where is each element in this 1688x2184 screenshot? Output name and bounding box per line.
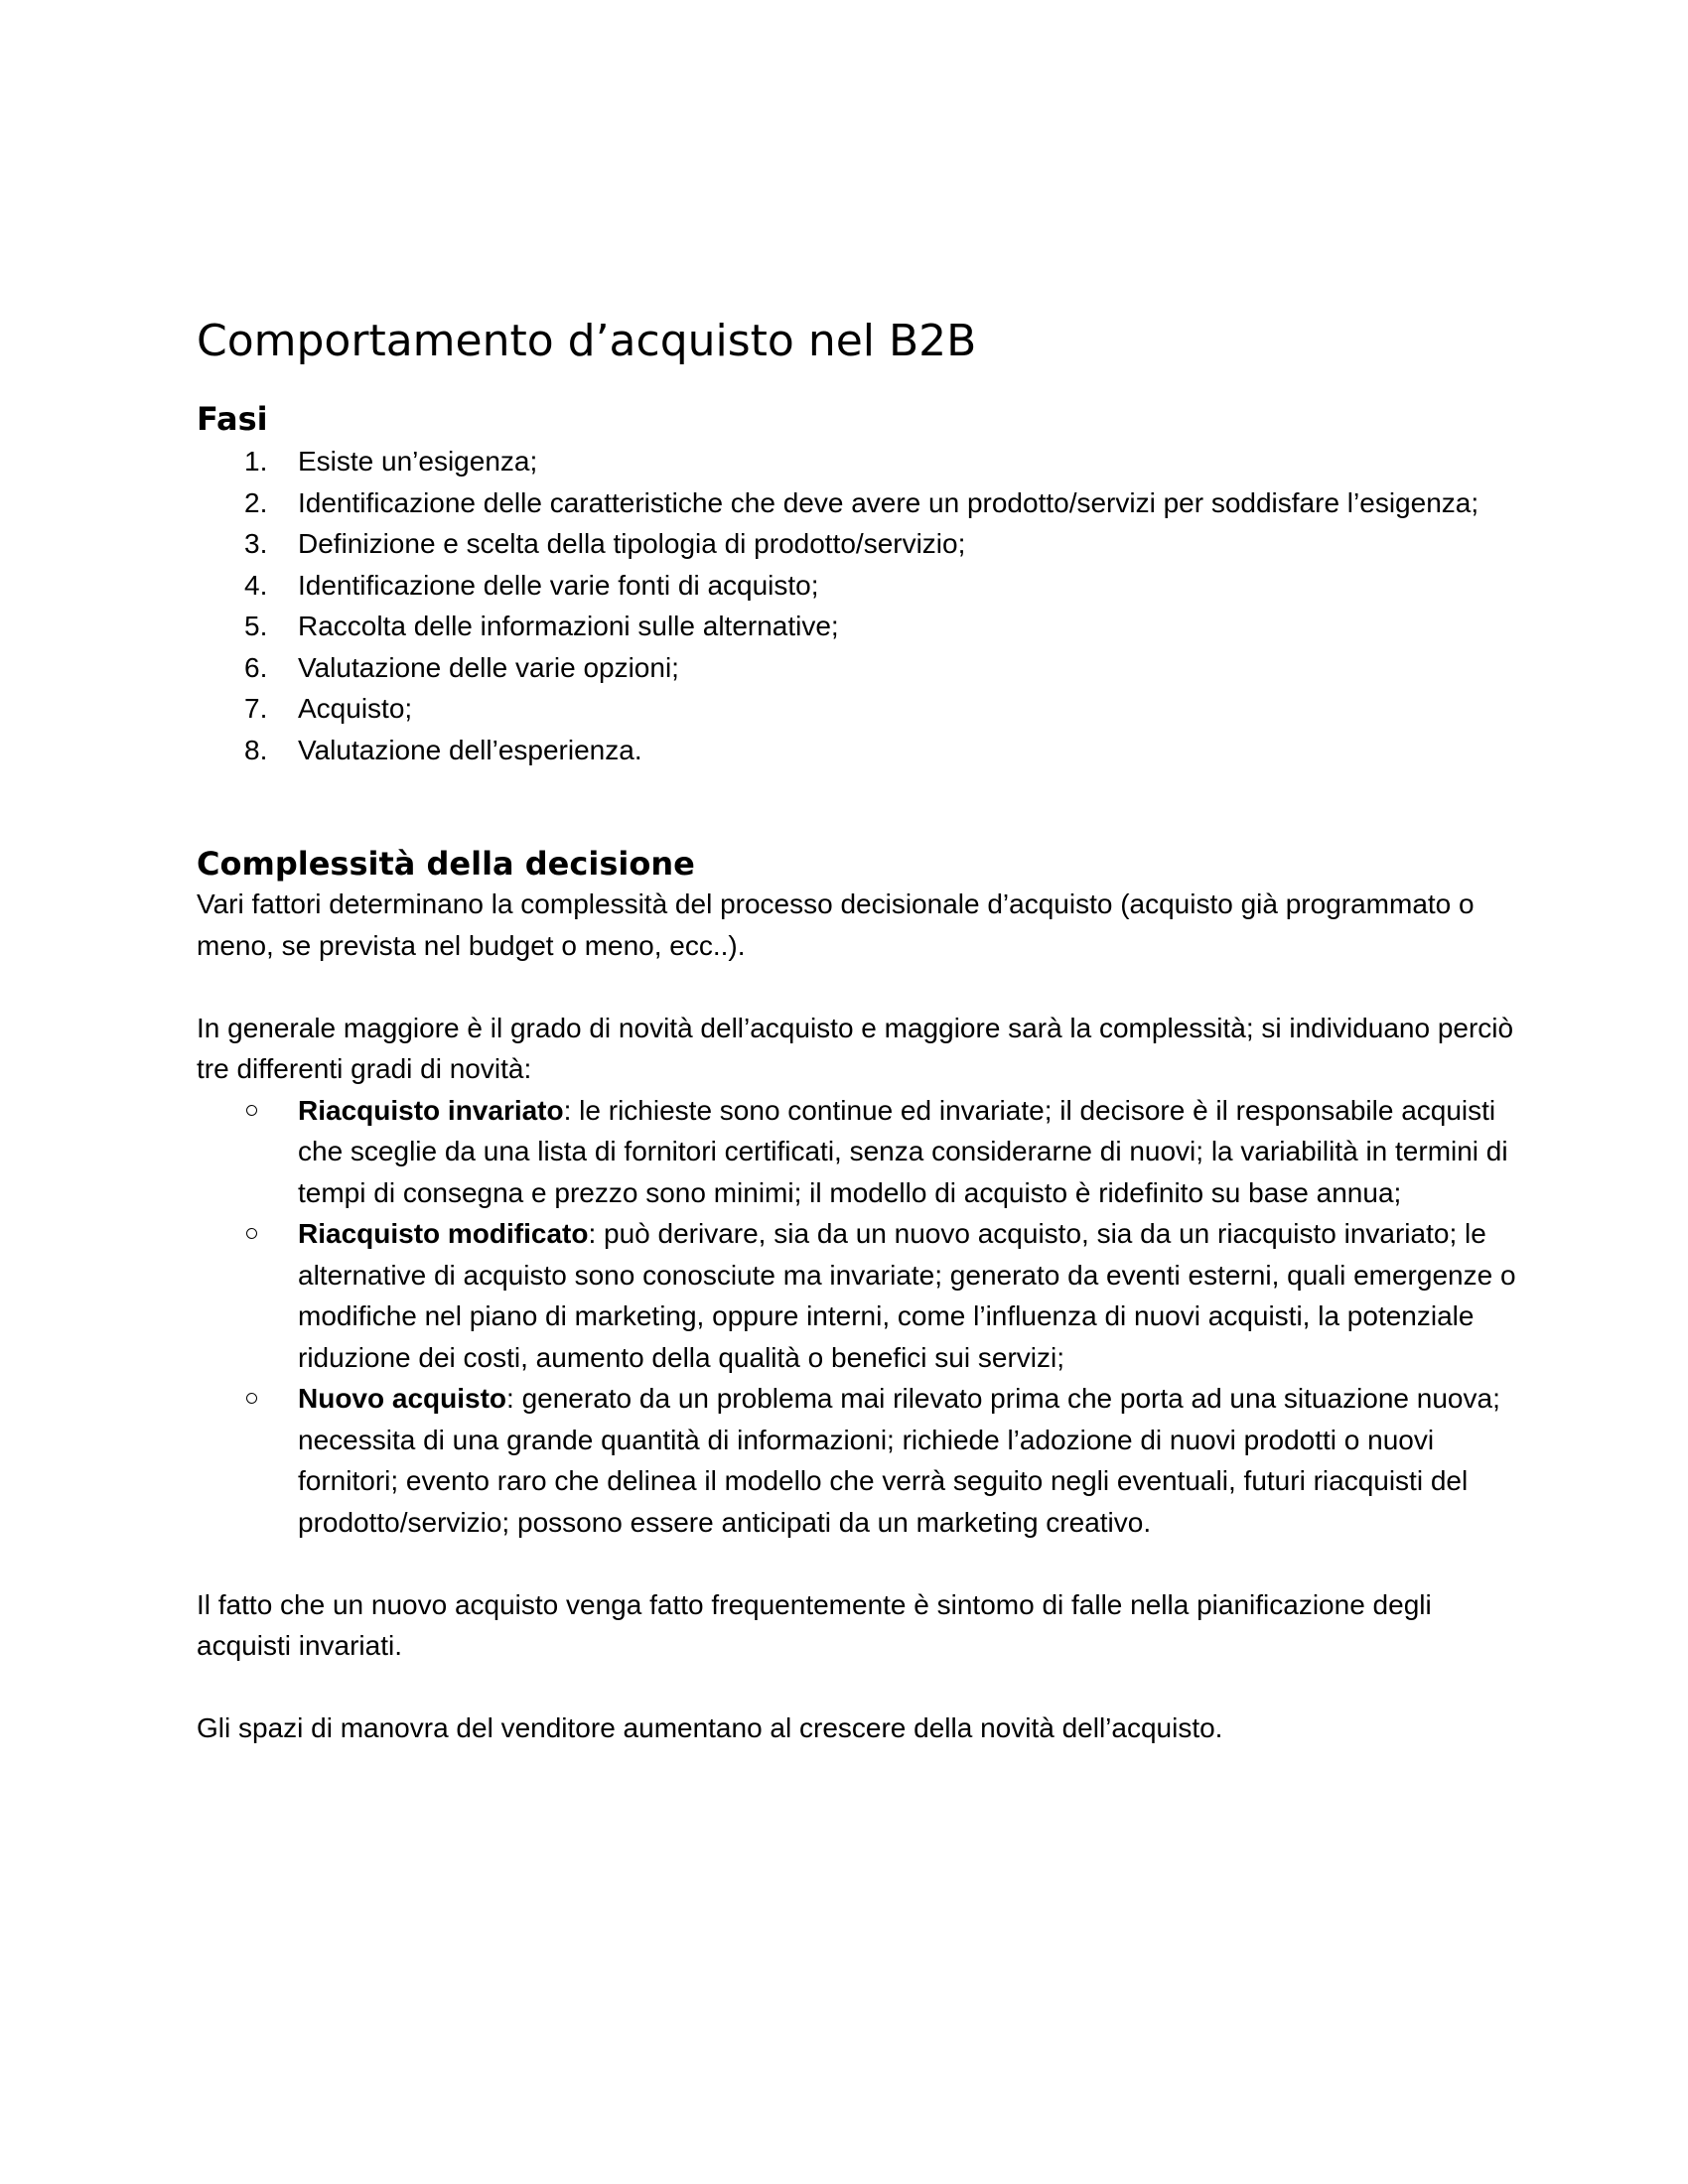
list-item-text: : le richieste sono continue ed invariate; il decisore è il responsabile acquisti che sceglie da una lista di fornitori certificati, senza considerarne di nuovi; la variabilità in termini di tempi di consegna e prezzo sono minimi; il modello di acquisto è ridefinito su base annua;	[298, 1094, 1508, 1208]
list-item-term: Riacquisto modificato	[298, 1218, 589, 1249]
list-item	[197, 606, 1527, 647]
list-item	[197, 730, 1527, 771]
paragraph-spacer	[197, 966, 1527, 1008]
list-item-number: 1.	[244, 446, 268, 477]
complessita-body	[197, 884, 1527, 1749]
steps-list	[197, 441, 1527, 770]
section-heading-fasi: Fasi	[197, 400, 268, 438]
list-item	[197, 1213, 1527, 1378]
list-item	[197, 1378, 1527, 1543]
list-item-text: Identificazione delle caratteristiche che deve avere un prodotto/servizi per soddisfare l’esigenza;	[298, 486, 1479, 518]
list-item-term: Nuovo acquisto	[298, 1383, 507, 1414]
circle-bullet-icon	[246, 1105, 257, 1116]
list-item-text: Esiste un’esigenza;	[298, 446, 538, 477]
note-paragraph: Il fatto che un nuovo acquisto venga fatto frequentemente è sintomo di falle nella pianificazione degli acquisti invariati.	[197, 1588, 1432, 1661]
list-item	[197, 441, 1527, 482]
list-item-number: 6.	[244, 651, 268, 683]
list-item-text: Acquisto;	[298, 693, 413, 724]
list-item	[197, 647, 1527, 689]
list-item-text: : generato da un problema mai rilevato prima che porta ad una situazione nuova; necessita di una grande quantità di informazioni; richiede l’adozione di nuovi prodotti o nuovi fornitori; evento raro che delinea il modello che verrà seguito negli eventuali, futuri riacquisti del prodotto/servizio; possono essere anticipati da un marketing creativo.	[298, 1383, 1500, 1538]
list-item-number: 3.	[244, 528, 268, 559]
list-item-number: 2.	[244, 486, 268, 518]
section-heading-complessita: Complessità della decisione	[197, 845, 695, 883]
paragraph-spacer	[197, 1543, 1527, 1584]
list-item-number: 7.	[244, 693, 268, 724]
list-item-text: Valutazione delle varie opzioni;	[298, 651, 679, 683]
list-item-number: 5.	[244, 611, 268, 641]
list-item-text: Raccolta delle informazioni sulle alternative;	[298, 611, 839, 641]
list-item-text: Valutazione dell’esperienza.	[298, 734, 642, 765]
lead-paragraph: In generale maggiore è il grado di novità dell’acquisto e maggiore sarà la complessità; si individuano perciò tre differenti gradi di novità:	[197, 1012, 1514, 1084]
list-item-number: 4.	[244, 569, 268, 601]
list-item-term: Riacquisto invariato	[298, 1094, 564, 1126]
list-item-text: Definizione e scelta della tipologia di prodotto/servizio;	[298, 528, 966, 559]
list-item	[197, 523, 1527, 565]
document-page	[197, 316, 1527, 1749]
paragraph-spacer	[197, 1667, 1527, 1708]
list-item-text: : può derivare, sia da un nuovo acquisto, sia da un riacquisto invariato; le alternative di acquisto sono conosciute ma invariate; generato da eventi esterni, quali emergenze o modifiche nel piano di marketing, oppure interni, come l’influenza di nuovi acquisti, la potenziale riduzione dei costi, aumento della qualità o benefici sui servizi;	[298, 1218, 1516, 1373]
novelty-list	[197, 1090, 1527, 1544]
list-item-number: 8.	[244, 734, 268, 765]
list-item	[197, 1090, 1527, 1214]
list-item	[197, 482, 1527, 524]
circle-bullet-icon	[246, 1393, 257, 1404]
circle-bullet-icon	[246, 1228, 257, 1239]
intro-paragraph: Vari fattori determinano la complessità del processo decisionale d’acquisto (acquisto già programmato o meno, se prevista nel budget o meno, ecc..).	[197, 888, 1475, 961]
closing-paragraph: Gli spazi di manovra del venditore aumentano al crescere della novità dell’acquisto.	[197, 1712, 1223, 1743]
document-title: Comportamento d’acquisto nel B2B	[197, 316, 977, 366]
list-item	[197, 565, 1527, 607]
list-item	[197, 688, 1527, 730]
list-item-text: Identificazione delle varie fonti di acquisto;	[298, 569, 819, 601]
